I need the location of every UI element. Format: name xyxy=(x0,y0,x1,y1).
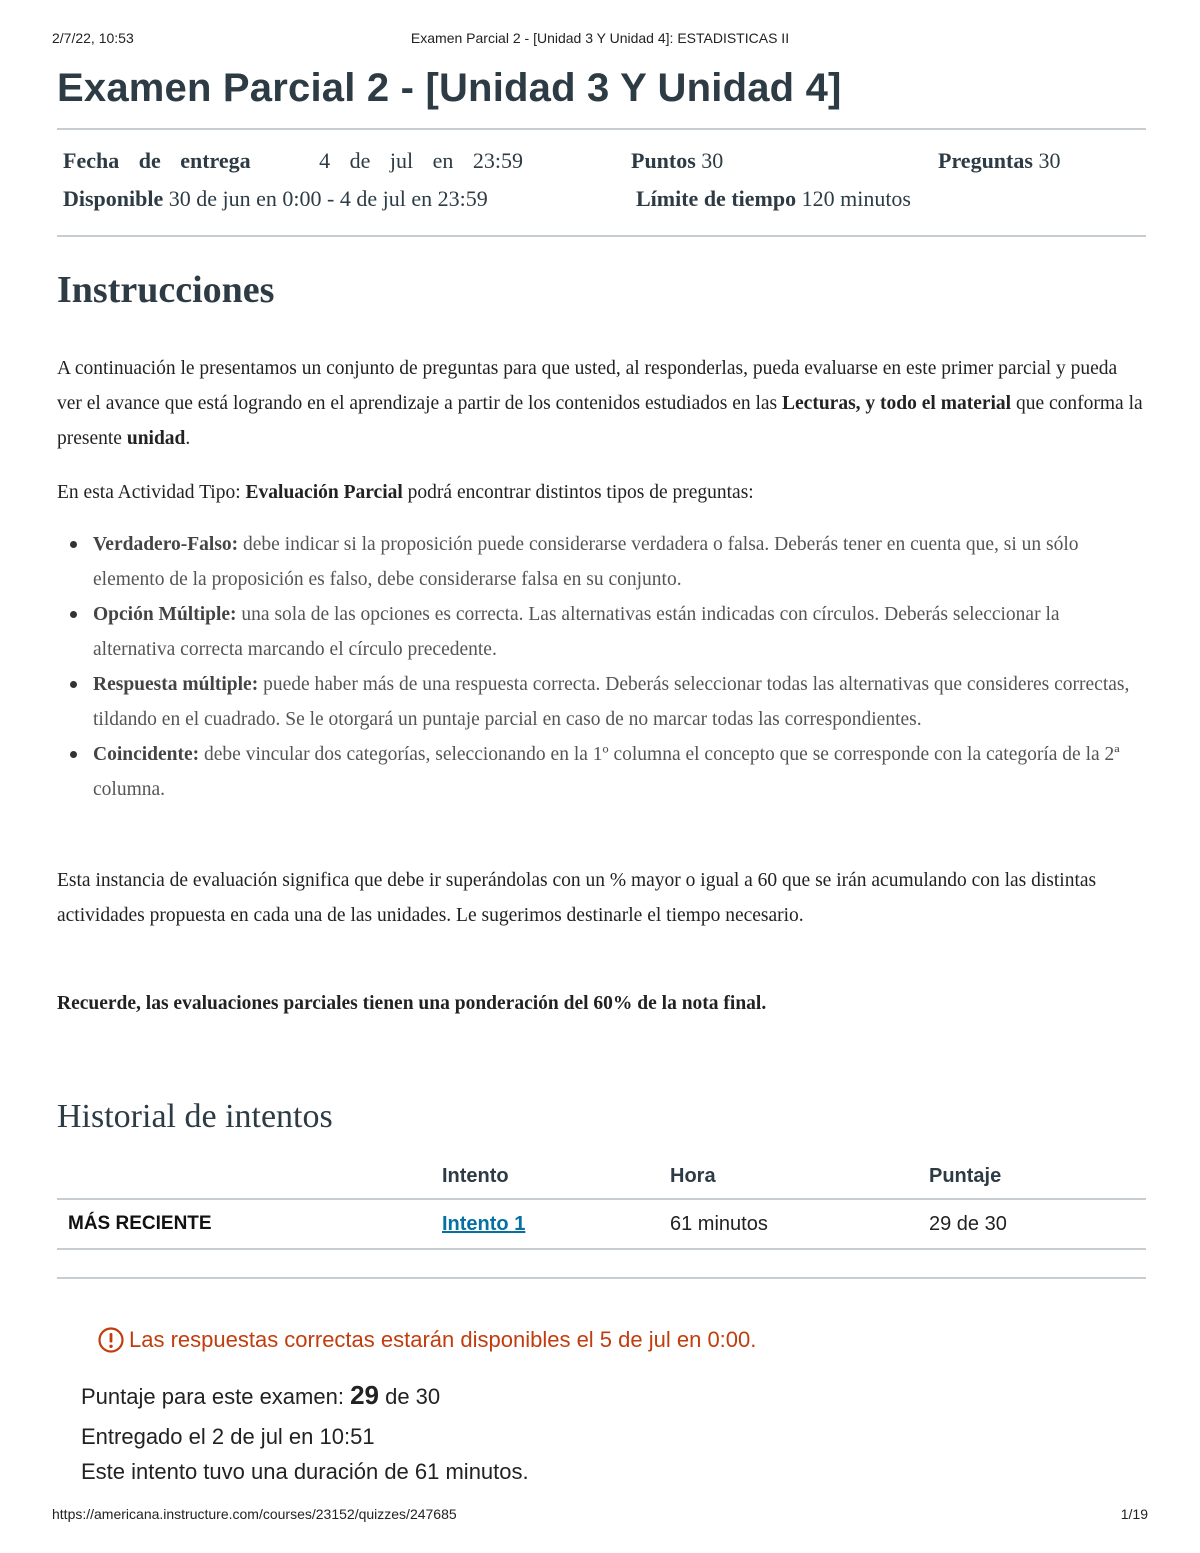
page-title: Examen Parcial 2 - [Unidad 3 Y Unidad 4] xyxy=(57,66,842,110)
list-item xyxy=(93,527,1146,597)
bold-text: Lecturas, y todo el material xyxy=(782,393,1012,414)
page-number: 1/19 xyxy=(1120,1506,1148,1522)
type-text: puede haber más de una respuesta correcta. Deberás seleccionar todas las alternativas que consideres correctas, tildando en el cuadrado. Se le otorgará un puntaje parcial en caso de no marcar todas las correspondientes. xyxy=(93,674,1130,730)
instructions-paragraph-1 xyxy=(57,351,1146,456)
instructions-paragraph-3 xyxy=(57,863,1146,933)
print-url: https://americana.instructure.com/courses/23152/quizzes/247685 xyxy=(52,1506,457,1522)
text: que conforma la presente xyxy=(57,393,1143,449)
attempt-score: 29 de 30 xyxy=(929,1213,1007,1235)
instructions-heading: Instrucciones xyxy=(57,269,275,311)
column-header-score: Puntaje xyxy=(929,1165,1002,1187)
score-label: Puntaje para este examen: xyxy=(81,1384,351,1409)
text: Esta instancia de evaluación significa que debe ir superándolas con un % mayor o igual a 60 que se irán acumulando con las distintas actividades propuesta en cada una de las unidades. Le sugerimos destinarle el tiempo necesario. xyxy=(57,870,1097,926)
due-value: 4 de jul en 23:59 xyxy=(319,148,523,173)
questions-value: 30 xyxy=(1038,148,1061,173)
instructions-paragraph-4 xyxy=(57,986,1146,1021)
type-label: Coincidente: xyxy=(93,744,200,765)
type-label: Opción Múltiple: xyxy=(93,604,237,625)
print-doc-title: Examen Parcial 2 - [Unidad 3 Y Unidad 4]: ESTADISTICAS II xyxy=(410,30,790,46)
divider xyxy=(57,1248,1146,1250)
quiz-score xyxy=(81,1380,440,1411)
points-label: Puntos xyxy=(631,148,696,173)
questions-label: Preguntas xyxy=(938,148,1033,173)
warning-icon xyxy=(97,1326,125,1354)
type-text: una sola de las opciones es correcta. Las alternativas están indicadas con círculos. Deberás seleccionar la alternativa correcta marcando el círculo precedente. xyxy=(93,604,1060,660)
type-label: Verdadero-Falso: xyxy=(93,534,239,555)
available-label: Disponible xyxy=(63,186,164,211)
divider xyxy=(57,128,1146,130)
bold-text: unidad xyxy=(126,428,186,449)
row-label: MÁS RECIENTE xyxy=(68,1213,212,1234)
text: . xyxy=(185,428,191,449)
bullet-icon xyxy=(70,541,77,548)
column-header-attempt: Intento xyxy=(442,1165,509,1187)
bold-text: Recuerde, las evaluaciones parciales tienen una ponderación del 60% de la nota final. xyxy=(57,993,767,1014)
list-item xyxy=(93,737,1146,807)
attempt-link[interactable]: Intento 1 xyxy=(442,1213,526,1235)
divider xyxy=(57,1198,1146,1200)
time-limit-value: 120 minutos xyxy=(801,186,911,211)
text: A continuación le presentamos un conjunto de preguntas para que usted, al responderlas, pueda evaluarse en este primer parcial y pueda ver el avance que está logrando en el aprendizaje a partir de los contenidos estudiados en las xyxy=(57,358,1118,414)
time-limit-label: Límite de tiempo xyxy=(636,186,797,211)
bold-text: Evaluación Parcial xyxy=(245,482,403,503)
divider xyxy=(57,235,1146,237)
text: En esta Actividad Tipo: xyxy=(57,482,246,503)
warning-text: Las respuestas correctas estarán disponibles el 5 de jul en 0:00. xyxy=(129,1327,757,1352)
attempt-duration: Este intento tuvo una duración de 61 minutos. xyxy=(81,1459,529,1484)
column-header-time: Hora xyxy=(670,1165,716,1187)
bullet-icon xyxy=(70,611,77,618)
submitted-at: Entregado el 2 de jul en 10:51 xyxy=(81,1424,375,1449)
score-total: de 30 xyxy=(378,1384,441,1409)
available xyxy=(63,186,488,212)
bullet-icon xyxy=(70,751,77,758)
type-label: Respuesta múltiple: xyxy=(93,674,259,695)
history-heading: Historial de intentos xyxy=(57,1098,333,1135)
list-item xyxy=(93,597,1146,667)
list-item xyxy=(93,667,1146,737)
due-date xyxy=(63,148,523,174)
bullet-icon xyxy=(70,681,77,688)
due-label: Fecha de entrega xyxy=(63,148,251,173)
points-value: 30 xyxy=(701,148,724,173)
text: podrá encontrar distintos tipos de preguntas: xyxy=(402,482,754,503)
type-text: debe indicar si la proposición puede considerarse verdadera o falsa. Deberás tener en cuenta que, si un sólo elemento de la proposición es falso, debe considerarse falsa en su conjunto. xyxy=(93,534,1079,590)
attempt-time: 61 minutos xyxy=(670,1213,768,1235)
divider xyxy=(57,1277,1146,1279)
points xyxy=(631,148,723,174)
question-types-list xyxy=(93,527,1146,807)
available-value: 30 de jun en 0:00 - 4 de jul en 23:59 xyxy=(168,186,488,211)
answers-availability-warning xyxy=(97,1326,756,1354)
print-date: 2/7/22, 10:53 xyxy=(52,30,134,46)
type-text: debe vincular dos categorías, seleccionando en la 1º columna el concepto que se corresponde con la categoría de la 2ª columna. xyxy=(93,744,1120,800)
questions xyxy=(938,148,1060,174)
time-limit xyxy=(636,186,911,212)
instructions-paragraph-2 xyxy=(57,475,1146,510)
score-value: 29 xyxy=(350,1380,379,1410)
